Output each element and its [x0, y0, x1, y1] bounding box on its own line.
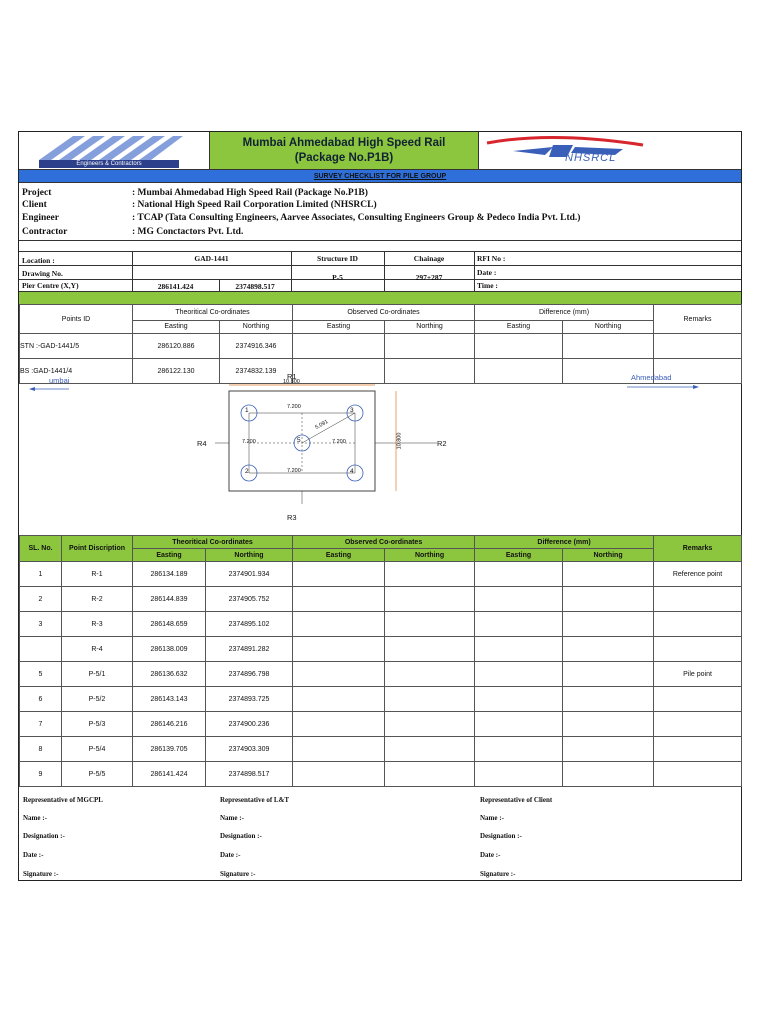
signature-section: [19, 790, 741, 880]
table-row: [20, 612, 742, 637]
info-value-project: : Mumbai Ahmedabad High Speed Rail (Package No.P1B): [132, 188, 368, 198]
date-label: Date :: [477, 268, 497, 277]
checklist-title-bar: [19, 170, 741, 182]
structure-id-label: Structure ID: [317, 254, 358, 263]
pile-layout-diagram: [19, 370, 741, 535]
obs-northing-header: Northing: [385, 549, 475, 562]
info-label-engineer: Engineer: [22, 213, 59, 223]
easting-cell: 286148.659: [133, 612, 206, 637]
diagonal-dimension: 5.091: [314, 418, 330, 432]
sl-no-cell: 2: [20, 587, 62, 612]
project-title: Mumbai Ahmedabad High Speed Rail (Package No.P1B): [242, 136, 446, 164]
table-row: [20, 662, 742, 687]
difference-header: Difference (mm): [475, 536, 654, 549]
ref-point-id: STN :-GAD-1441/5: [20, 334, 133, 359]
sl-no-cell: 1: [20, 562, 62, 587]
r4-label: R4: [197, 439, 207, 448]
sl-no-cell: 9: [20, 762, 62, 787]
width-dimension: 10.800: [283, 379, 300, 385]
mgcpl-representative-title: Representative of MGCPL: [23, 796, 103, 804]
observed-header: Observed Co-ordinates: [293, 536, 475, 549]
northing-cell: 2374903.309: [206, 737, 293, 762]
sl-no-cell: 5: [20, 662, 62, 687]
company-logo: [33, 134, 183, 168]
point-cell: P-5/4: [62, 737, 133, 762]
pile-layout-svg: [19, 370, 741, 535]
remarks-cell: [654, 637, 742, 662]
points-id-header: Points ID: [20, 305, 133, 334]
client-signature: Signature :-: [480, 870, 516, 878]
spacing-left: 7.200: [242, 439, 256, 445]
pile-points-table: [19, 535, 742, 787]
remarks-header: Remarks: [654, 536, 742, 562]
title-box: [209, 132, 479, 169]
obs-easting-header: Easting: [293, 549, 385, 562]
sl-no-cell: 6: [20, 687, 62, 712]
info-value-contractor: : MG Conctactors Pvt. Ltd.: [132, 227, 244, 237]
point-cell: R-1: [62, 562, 133, 587]
remarks-cell: [654, 612, 742, 637]
client-name: Name :-: [480, 814, 504, 822]
lt-date: Date :-: [220, 851, 241, 859]
easting-cell: 286144.839: [133, 587, 206, 612]
logo-caption: Engineers & Contractors: [39, 160, 179, 168]
remarks-cell: Pile point: [654, 662, 742, 687]
point-description-header: Point Discription: [62, 536, 133, 562]
lt-signature: Signature :-: [220, 870, 256, 878]
r1-label: R1: [287, 372, 297, 381]
sl-no-cell: [20, 637, 62, 662]
easting-header: Easting: [133, 549, 206, 562]
info-label-client: Client: [22, 200, 47, 210]
pile-5-label: 5: [297, 437, 301, 444]
ref-easting: 286122.130: [133, 359, 220, 384]
easting-cell: 286143.143: [133, 687, 206, 712]
ref-northing: 2374832.139: [220, 359, 293, 384]
mgcpl-designation: Designation :-: [23, 832, 65, 840]
ref-northing-header: Northing: [220, 320, 293, 333]
r3-label: R3: [287, 513, 297, 522]
spacing-top: 7.200: [287, 404, 301, 410]
chainage-label: Chainage: [413, 254, 445, 263]
ref-diff-northing-header: Northing: [563, 320, 654, 333]
survey-checklist-sheet: [18, 131, 742, 881]
table-row: [20, 637, 742, 662]
northing-cell: 2374896.798: [206, 662, 293, 687]
ref-difference-header: Difference (mm): [475, 305, 654, 321]
sl-no-cell: 3: [20, 612, 62, 637]
ref-easting: 286120.886: [133, 334, 220, 359]
lt-name: Name :-: [220, 814, 244, 822]
structure-id-value: P-5: [332, 273, 343, 282]
easting-cell: 286146.216: [133, 712, 206, 737]
remarks-cell: [654, 737, 742, 762]
mumbai-direction-label: umbai: [49, 376, 70, 385]
lt-representative-title: Representative of L&T: [220, 796, 290, 804]
northing-cell: 2374901.934: [206, 562, 293, 587]
time-label: Time :: [477, 281, 498, 290]
point-cell: P-5/5: [62, 762, 133, 787]
info-value-client: : National High Speed Rail Corporation Limited (NHSRCL): [132, 200, 377, 210]
sl-no-cell: 7: [20, 712, 62, 737]
pier-x: 286141.424: [157, 282, 194, 291]
point-cell: P-5/3: [62, 712, 133, 737]
point-cell: P-5/1: [62, 662, 133, 687]
info-value-engineer: : TCAP (Tata Consulting Engineers, Aarvee Associates, Consulting Engineers Group & Pedeco India Pvt. Ltd.): [132, 213, 581, 223]
pile-1-label: 1: [245, 407, 249, 414]
ref-observed-header: Observed Co-ordinates: [293, 305, 475, 321]
northing-header: Northing: [206, 549, 293, 562]
northing-cell: 2374900.236: [206, 712, 293, 737]
ref-remarks-header: Remarks: [654, 305, 742, 334]
diff-northing-header: Northing: [563, 549, 654, 562]
table-row: [20, 762, 742, 787]
client-logo: [483, 133, 663, 169]
point-cell: R-2: [62, 587, 133, 612]
point-cell: P-5/2: [62, 687, 133, 712]
location-label: Location :: [22, 256, 55, 265]
table-row: [20, 712, 742, 737]
diff-easting-header: Easting: [475, 549, 563, 562]
easting-cell: 286134.189: [133, 562, 206, 587]
checklist-title: SURVEY CHECKLIST FOR PILE GROUP: [313, 172, 447, 180]
point-cell: R-3: [62, 612, 133, 637]
table-row: [20, 687, 742, 712]
spacing-bottom: 7.200: [287, 468, 301, 474]
spacing-right: 7.200: [332, 439, 346, 445]
table-row: [20, 334, 742, 359]
pile-2-label: 2: [245, 468, 249, 475]
client-date: Date :-: [480, 851, 501, 859]
easting-cell: 286141.424: [133, 762, 206, 787]
lt-designation: Designation :-: [220, 832, 262, 840]
remarks-cell: [654, 762, 742, 787]
sl-no-cell: 8: [20, 737, 62, 762]
r2-label: R2: [437, 439, 447, 448]
theoretical-header: Theoritical Co-ordinates: [133, 536, 293, 549]
point-cell: R-4: [62, 637, 133, 662]
pile-4-label: 4: [350, 468, 354, 475]
sl-no-header: SL. No.: [20, 536, 62, 562]
table-row: [20, 562, 742, 587]
ref-diff-easting-header: Easting: [475, 320, 563, 333]
easting-cell: 286139.705: [133, 737, 206, 762]
northing-cell: 2374905.752: [206, 587, 293, 612]
client-representative-title: Representative of Client: [480, 796, 553, 804]
ref-obs-northing-header: Northing: [385, 320, 475, 333]
remarks-cell: [654, 587, 742, 612]
pile-3-label: 3: [350, 407, 354, 414]
remarks-cell: Reference point: [654, 562, 742, 587]
ref-easting-header: Easting: [133, 320, 220, 333]
rfi-label: RFI No :: [477, 254, 506, 263]
chainage-value: 297+287: [415, 273, 443, 282]
mgcpl-name: Name :-: [23, 814, 47, 822]
table-row: [20, 737, 742, 762]
pier-label: Pier Centre (X,Y): [22, 281, 79, 290]
easting-cell: 286136.632: [133, 662, 206, 687]
mgcpl-date: Date :-: [23, 851, 44, 859]
green-separator: [19, 292, 741, 304]
ref-point-id: BS :GAD-1441/4: [20, 359, 133, 384]
ref-northing: 2374916.346: [220, 334, 293, 359]
pier-y: 2374898.517: [235, 282, 275, 291]
nhsrcl-logo-text: NHSRCL: [565, 152, 617, 164]
ref-obs-easting-header: Easting: [293, 320, 385, 333]
info-label-contractor: Contractor: [22, 227, 68, 237]
location-value: GAD-1441: [194, 254, 229, 263]
northing-cell: 2374891.282: [206, 637, 293, 662]
ref-theoretical-header: Theoritical Co-ordinates: [133, 305, 293, 321]
mgcpl-signature: Signature :-: [23, 870, 59, 878]
remarks-cell: [654, 712, 742, 737]
table-row: [20, 587, 742, 612]
easting-cell: 286138.009: [133, 637, 206, 662]
northing-cell: 2374898.517: [206, 762, 293, 787]
ahmedabad-direction-label: Ahmedabad: [631, 373, 672, 382]
remarks-cell: [654, 687, 742, 712]
client-designation: Designation :-: [480, 832, 522, 840]
info-label-project: Project: [22, 188, 52, 198]
northing-cell: 2374895.102: [206, 612, 293, 637]
drawing-label: Drawing No.: [22, 269, 63, 278]
northing-cell: 2374893.725: [206, 687, 293, 712]
height-dimension: 10.800: [396, 432, 403, 450]
